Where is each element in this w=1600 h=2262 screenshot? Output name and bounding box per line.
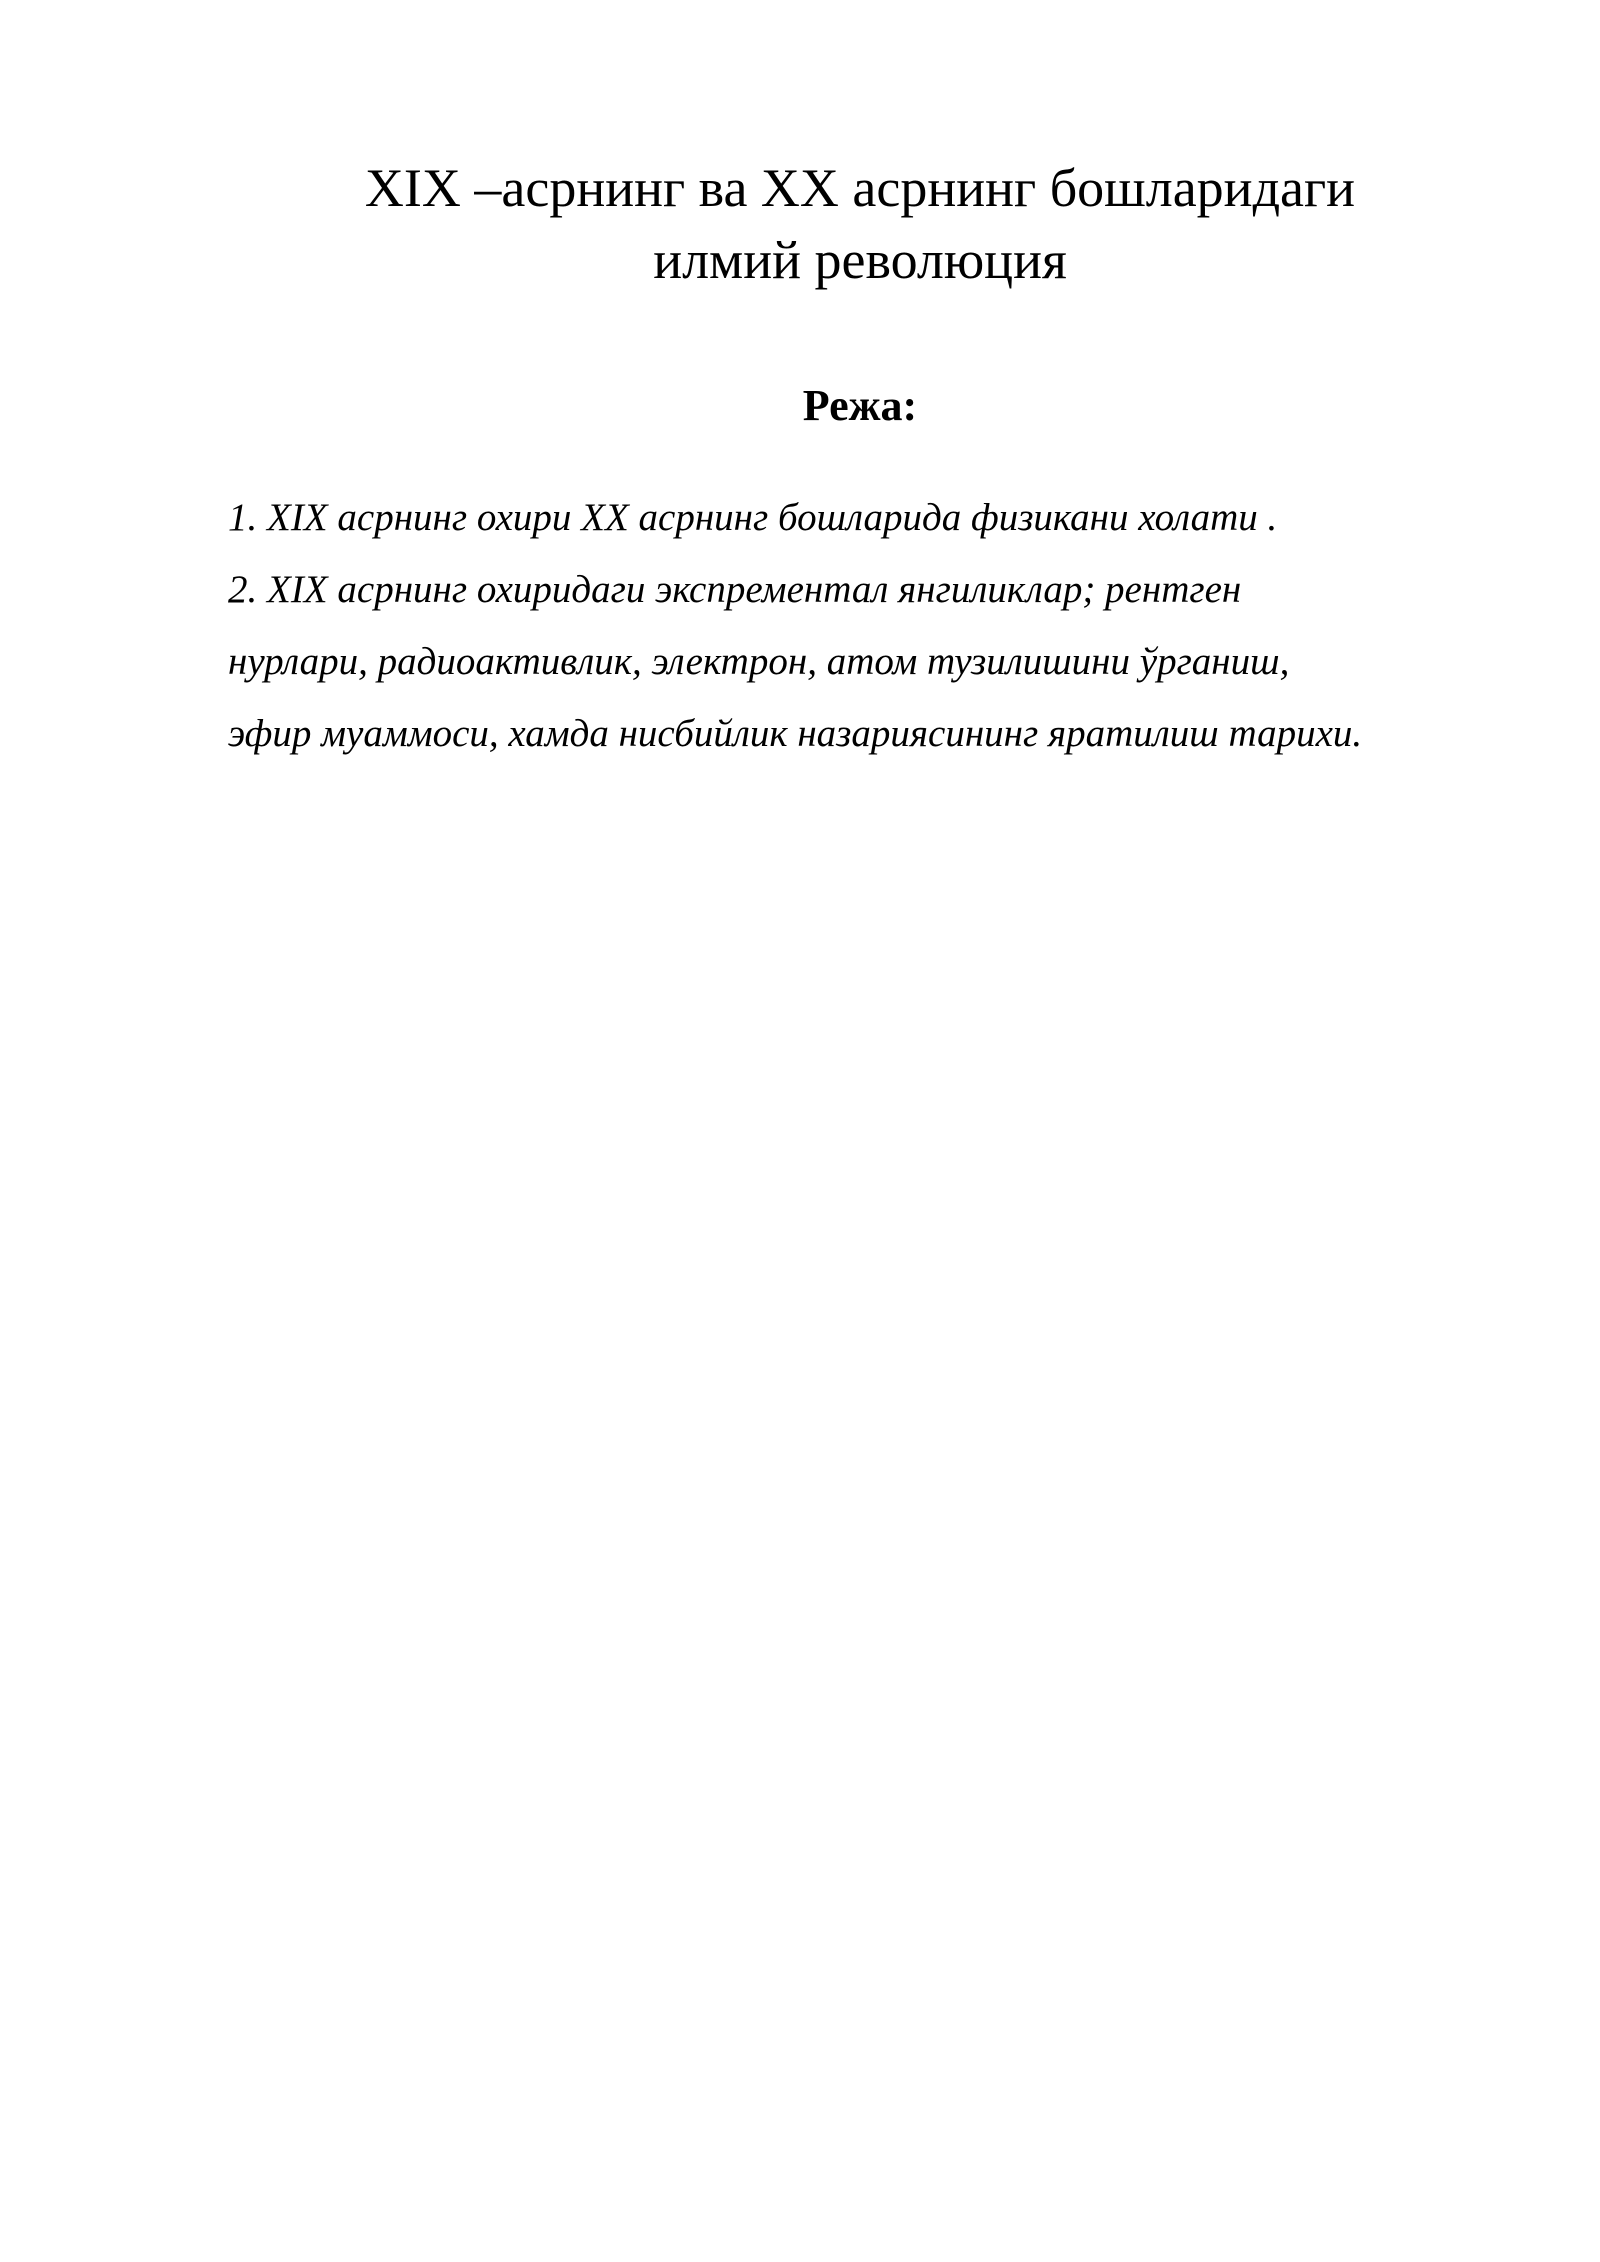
document-title-line-1: XIX –асрнинг ва XX асрнинг бошларидаги [364, 158, 1356, 218]
document-title [230, 152, 1490, 296]
plan-list [228, 482, 1528, 770]
plan-line-2: 2. XIX асрнинг охиридаги экспрементал янгиликлар; рентген [228, 568, 1242, 611]
document-title-line-2: илмий революция [653, 230, 1067, 290]
plan-line-3: нурлари, радиоактивлик, электрон, атом тузилишини ўрганиш, [228, 640, 1290, 683]
plan-line-4: эфир муаммоси, хамда нисбийлик назариясининг яратилиш тарихи. [228, 712, 1363, 755]
plan-line-1: 1. XIX асрнинг охири XX асрнинг бошларида физикани холати . [228, 496, 1278, 539]
plan-heading: Режа: [802, 381, 918, 430]
